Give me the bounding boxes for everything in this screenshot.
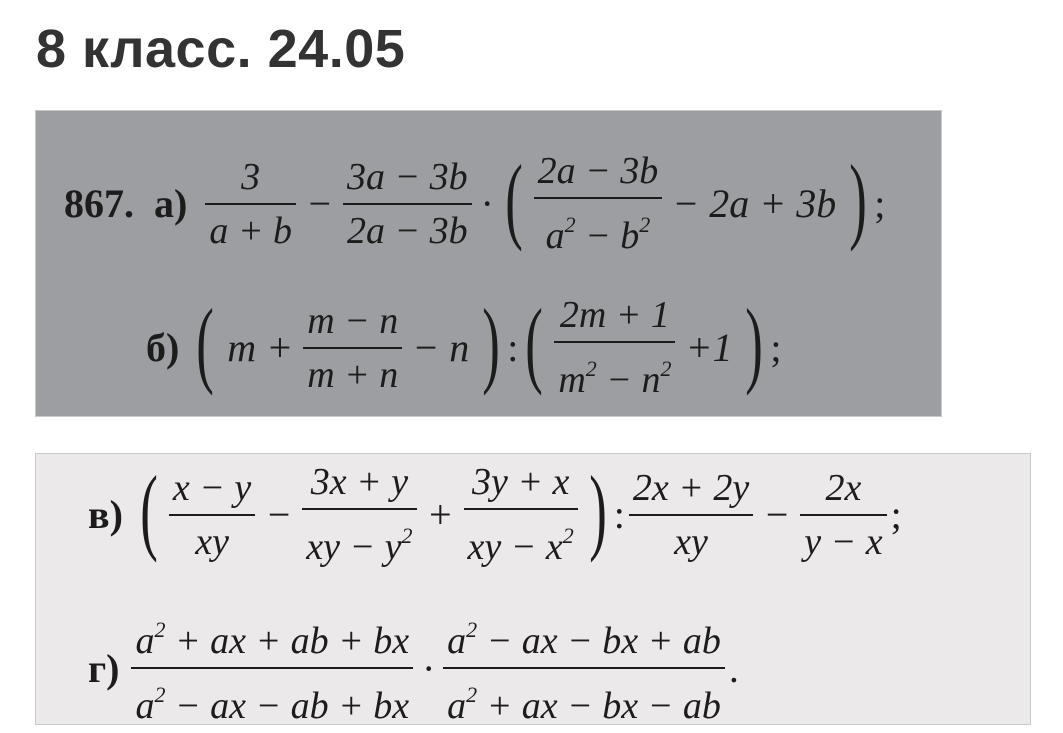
item-label-g: г) — [88, 645, 120, 691]
exponent: 2 — [466, 617, 478, 642]
exponent: 2 — [466, 682, 478, 707]
denominator — [464, 512, 578, 571]
problem-867b — [146, 288, 782, 404]
operator: + — [426, 492, 454, 537]
operator: − — [265, 492, 293, 537]
term: + ax − bx − ab — [477, 685, 721, 727]
exponent: 2 — [154, 682, 166, 707]
colon: : — [507, 325, 519, 370]
numerator: 3 — [241, 155, 261, 198]
fraction — [131, 606, 413, 730]
numerator — [131, 606, 413, 665]
denominator: 2a − 3b — [346, 209, 468, 252]
operator: · — [481, 181, 492, 226]
semicolon: ; — [890, 492, 902, 537]
page-title: 8 класс. 24.05 — [36, 19, 406, 79]
exponent: 2 — [639, 212, 651, 237]
expression-term: m + — [227, 325, 294, 370]
term: − b — [575, 215, 640, 257]
fraction-bar — [303, 347, 402, 349]
denominator: xy — [674, 520, 708, 563]
operator: − — [305, 181, 333, 226]
numerator: m − n — [307, 299, 399, 342]
exponent: 2 — [564, 212, 576, 237]
problem-number: 867. — [64, 181, 134, 226]
fraction — [800, 464, 886, 566]
term: − n — [596, 359, 661, 401]
right-paren: ) — [482, 288, 501, 396]
term: xy − x — [467, 526, 563, 568]
denominator — [131, 671, 413, 730]
numerator: 3x + y — [310, 461, 409, 503]
fraction — [534, 147, 663, 260]
item-label-v: в) — [88, 492, 123, 537]
term: + ax + ab + bx — [165, 620, 410, 662]
textbook-excerpt-1 — [35, 110, 942, 417]
fraction-bar — [534, 197, 663, 199]
expression-tail: − 2a + 3b — [672, 181, 837, 226]
denominator: xy — [195, 520, 229, 563]
numerator: 2m + 1 — [559, 294, 670, 336]
denominator — [443, 671, 725, 730]
fraction-bar — [169, 514, 255, 516]
right-paren: ) — [588, 455, 607, 563]
term: a — [447, 685, 467, 727]
expression-term: − n — [412, 325, 470, 370]
exponent: 2 — [401, 523, 413, 548]
exponent: 2 — [585, 356, 597, 381]
exponent: 2 — [660, 356, 672, 381]
textbook-excerpt-2 — [35, 453, 1031, 725]
fraction — [443, 606, 725, 730]
term: a — [447, 620, 467, 662]
term: − ax − ab + bx — [165, 685, 410, 727]
term: a — [135, 620, 155, 662]
left-paren: ( — [196, 288, 215, 396]
fraction — [169, 464, 255, 566]
term: a — [135, 685, 155, 727]
numerator: 2x — [825, 466, 862, 509]
fraction-bar — [554, 341, 675, 343]
denominator — [302, 512, 416, 571]
fraction — [302, 458, 416, 571]
problem-867v — [88, 455, 902, 571]
operator: · — [423, 645, 434, 691]
problem-867g — [88, 606, 739, 730]
semicolon: ; — [874, 181, 886, 226]
numerator: 2x + 2y — [632, 466, 750, 509]
period: . — [728, 645, 739, 691]
fraction — [205, 153, 296, 255]
denominator — [554, 345, 675, 404]
fraction — [629, 464, 753, 566]
fraction-bar — [629, 514, 753, 516]
right-paren: ) — [849, 144, 868, 252]
fraction-bar — [205, 203, 296, 205]
fraction-bar — [800, 514, 886, 516]
left-paren: ( — [140, 455, 158, 563]
fraction — [303, 297, 402, 399]
numerator: 2a − 3b — [537, 150, 659, 192]
numerator: 3a − 3b — [346, 155, 468, 198]
fraction-bar — [302, 508, 416, 510]
left-paren: ( — [525, 288, 544, 396]
fraction-bar — [131, 667, 413, 669]
term: a — [545, 215, 565, 257]
item-label-b: б) — [146, 325, 180, 370]
fraction-bar — [443, 667, 725, 669]
exponent: 2 — [562, 523, 574, 548]
fraction-bar — [464, 508, 578, 510]
numerator: x − y — [172, 466, 252, 509]
right-paren: ) — [745, 288, 764, 396]
fraction — [464, 458, 578, 571]
exponent: 2 — [154, 617, 166, 642]
fraction-bar — [343, 203, 472, 205]
term: m — [558, 359, 586, 401]
numerator: 3y + x — [471, 461, 570, 503]
fraction — [554, 291, 675, 404]
numerator — [443, 606, 725, 665]
denominator: m + n — [307, 353, 399, 396]
left-paren: ( — [504, 144, 523, 252]
term: xy − y — [306, 526, 402, 568]
expression-term: +1 — [685, 325, 733, 370]
operator: − — [763, 492, 791, 537]
denominator: a + b — [209, 209, 292, 252]
term: − ax − bx + ab — [477, 620, 721, 662]
denominator — [542, 201, 655, 260]
colon: : — [613, 492, 625, 537]
problem-867a — [64, 144, 886, 260]
semicolon: ; — [770, 325, 782, 370]
denominator: y − x — [804, 520, 883, 563]
fraction — [343, 153, 472, 255]
item-label-a: а) — [154, 181, 188, 226]
